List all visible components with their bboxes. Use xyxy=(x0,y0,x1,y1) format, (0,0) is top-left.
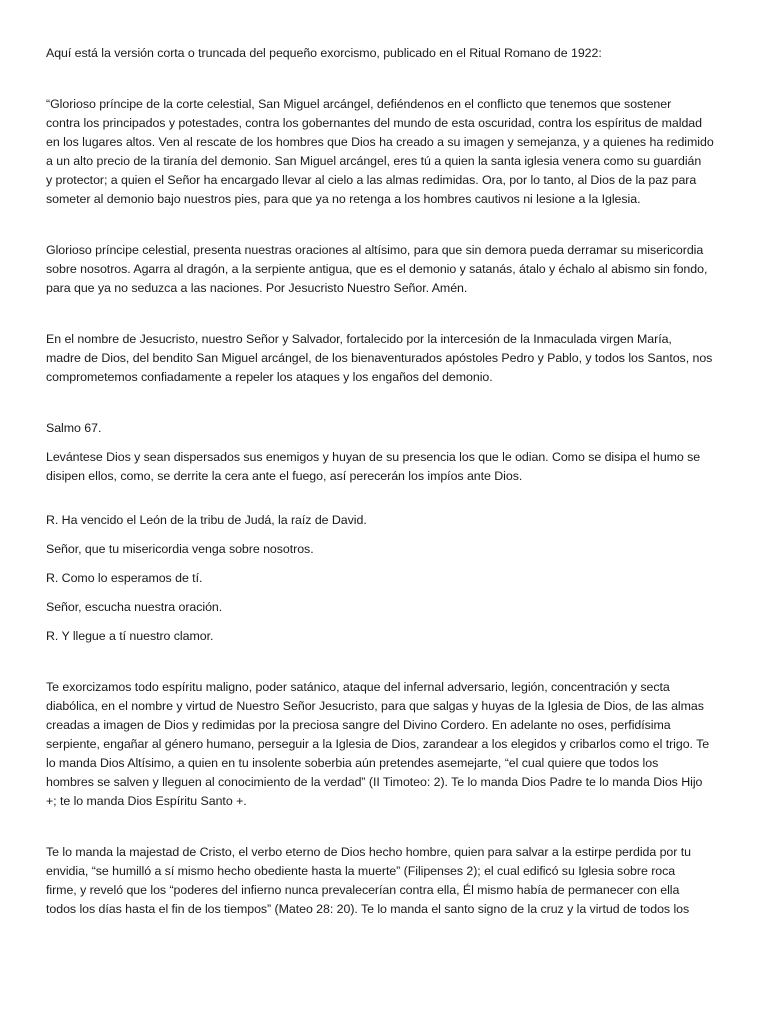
psalm-text: Levántese Dios y sean dispersados sus enemigos y huyan de su presencia los que le odian. Como se disipa el humo se disipen ellos, como, se derrite la cera ante el fuego, así perecerán los impíos ante Dios. xyxy=(46,450,701,483)
response-line: Señor, escucha nuestra oración. xyxy=(46,600,223,614)
responses-list xyxy=(46,511,722,646)
prayer-paragraph-2: Glorioso príncipe celestial, presenta nuestras oraciones al altísimo, para que sin demora pueda derramar su misericordia sobre nosotros. Agarra al dragón, a la serpiente antigua, que es el demonio y satanás, átalo y échalo al abismo sin fondo, para que ya no seduzca a las naciones. Por Jesucristo Nuestro Señor. Amén. xyxy=(46,243,708,295)
exorcism-paragraph-1: Te exorcizamos todo espíritu maligno, poder satánico, ataque del infernal adversario, legión, concentración y secta diabólica, en el nombre y virtud de Nuestro Señor Jesucristo, para que salgas y huyas de la Iglesia de Dios, de las almas creadas a imagen de Dios y redimidas por la preciosa sangre del Divino Cordero. En adelante no oses, perfidísima serpiente, engañar al género humano, perseguir a la Iglesia de Dios, zarandear a los elegidos y cribarlos como el trigo. Te lo manda Dios Altísimo, a quien en tu insolente soberbia aún pretendes asemejarte, “el cual quiere que todos los hombres se salven y lleguen al conocimiento de la verdad” (II Timoteo: 2). Te lo manda Dios Padre te lo manda Dios Hijo +; te lo manda Dios Espíritu Santo +. xyxy=(46,680,710,808)
intro-paragraph: Aquí está la versión corta o truncada del pequeño exorcismo, publicado en el Ritual Romano de 1922: xyxy=(46,46,602,60)
psalm-title: Salmo 67. xyxy=(46,421,102,435)
response-line: R. Ha vencido el León de la tribu de Judá, la raíz de David. xyxy=(46,513,367,527)
exorcism-paragraph-2: Te lo manda la majestad de Cristo, el verbo eterno de Dios hecho hombre, quien para salvar a la estirpe perdida por tu envidia, “se humilló a sí mismo hecho obediente hasta la muerte” (Filipenses 2); el cual edificó su Iglesia sobre roca firme, y reveló que los “poderes del infierno nunca prevalecerían contra ella, Él mismo había de permanecer con ella todos los días hasta el fin de los tiempos” (Mateo 28: 20). Te lo manda el santo signo de la cruz y la virtud de todos los xyxy=(46,845,691,916)
prayer-paragraph-3: En el nombre de Jesucristo, nuestro Señor y Salvador, fortalecido por la intercesión de la Inmaculada virgen María, madre de Dios, del bendito San Miguel arcángel, de los bienaventurados apóstoles Pedro y Pablo, y todos los Santos, nos comprometemos confiadamente a repeler los ataques y los engaños del demonio. xyxy=(46,332,713,384)
response-line: R. Y llegue a tí nuestro clamor. xyxy=(46,629,214,643)
prayer-paragraph-1: “Glorioso príncipe de la corte celestial, San Miguel arcángel, defiéndenos en el conflicto que tenemos que sostener contra los principados y potestades, contra los gobernantes del mundo de esta oscuridad, contra los espíritus de maldad en los lugares altos. Ven al rescate de los hombres que Dios ha creado a su imagen y semejanza, y a quienes ha redimido a un alto precio de la tiranía del demonio. San Miguel arcángel, eres tú a quien la santa iglesia venera como su guardián y protector; a quien el Señor ha encargado llevar al cielo a las almas redimidas. Ora, por lo tanto, al Dios de la paz para someter al demonio bajo nuestros pies, para que ya no retenga a los hombres cautivos ni lesione a la Iglesia. xyxy=(46,97,714,206)
response-line: Señor, que tu misericordia venga sobre nosotros. xyxy=(46,542,314,556)
response-line: R. Como lo esperamos de tí. xyxy=(46,571,203,585)
